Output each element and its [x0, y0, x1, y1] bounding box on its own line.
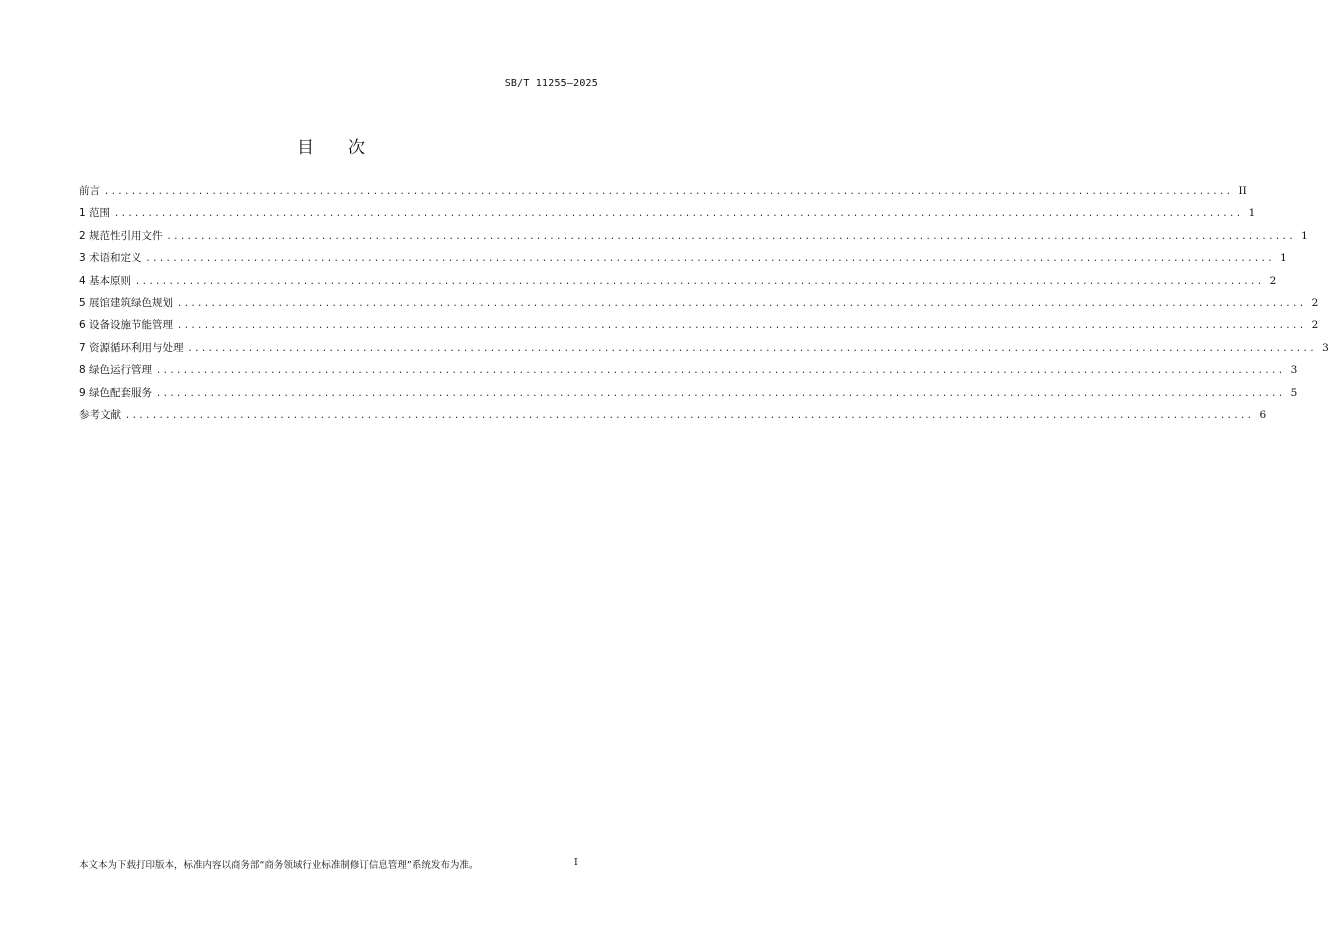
page-title: [0, 133, 662, 158]
toc-entry-page: 3: [1290, 364, 1298, 377]
toc-dot-leader: ........................................................................................................................................................................: [156, 388, 1285, 399]
toc-entry-resource-recycling[interactable]: [79, 337, 1329, 359]
page-title-char-1: 目: [297, 138, 314, 158]
toc-entry-page: 6: [1259, 408, 1267, 421]
toc-entry-page: 1: [1280, 252, 1287, 265]
toc-dot-leader: ........................................................................................................................................................................: [104, 187, 1233, 197]
standard-number: SB/T 11255—2025: [504, 78, 598, 89]
toc-entry-energy-management[interactable]: [79, 314, 1319, 336]
toc-entry-page: 3: [1322, 341, 1329, 354]
toc-dot-leader: ........................................................................................................................................................................: [156, 366, 1285, 377]
toc-entry-label: 6 设备设施节能管理: [79, 319, 174, 332]
toc-entry-normative-references[interactable]: [79, 225, 1308, 247]
toc-entry-page: 2: [1269, 274, 1277, 287]
toc-entry-label: 8 绿色运行管理: [79, 364, 153, 377]
table-of-contents: [79, 180, 1329, 426]
toc-entry-label: 3 术语和定义: [79, 252, 142, 265]
toc-dot-leader: ........................................................................................................................................................................: [135, 276, 1264, 287]
toc-entry-bibliography[interactable]: [79, 404, 1267, 426]
toc-dot-leader: ........................................................................................................................................................................: [177, 298, 1306, 309]
toc-entry-label: 2 规范性引用文件: [79, 229, 163, 242]
toc-entry-page: 5: [1290, 386, 1298, 399]
toc-entry-terms-definitions[interactable]: [79, 247, 1287, 269]
toc-entry-foreword[interactable]: [79, 180, 1247, 202]
toc-entry-page: II: [1238, 185, 1247, 197]
toc-dot-leader: ........................................................................................................................................................................: [125, 410, 1254, 421]
footer-disclaimer: 本文本为下载打印版本，标准内容以商务部“商务领域行业标准制修订信息管理”系统发布为准。: [79, 860, 479, 871]
toc-entry-page: 1: [1248, 207, 1256, 220]
toc-dot-leader: ........................................................................................................................................................................: [145, 254, 1275, 265]
toc-entry-page: 1: [1301, 229, 1308, 242]
toc-dot-leader: ........................................................................................................................................................................: [166, 231, 1296, 242]
toc-entry-label: 前言: [79, 185, 100, 197]
toc-entry-green-operation[interactable]: [79, 359, 1298, 381]
toc-entry-green-services[interactable]: [79, 382, 1298, 404]
toc-dot-leader: ........................................................................................................................................................................: [187, 343, 1317, 354]
toc-entry-green-planning[interactable]: [79, 292, 1319, 314]
toc-dot-leader: ........................................................................................................................................................................: [114, 209, 1243, 220]
toc-entry-label: 7 资源循环利用与处理: [79, 341, 184, 354]
toc-entry-basic-principles[interactable]: [79, 270, 1277, 292]
toc-entry-label: 4 基本原则: [79, 274, 132, 287]
toc-dot-leader: ........................................................................................................................................................................: [177, 321, 1306, 332]
toc-entry-label: 5 展馆建筑绿色规划: [79, 296, 174, 309]
toc-entry-label: 参考文献: [79, 408, 121, 421]
toc-entry-page: 2: [1311, 319, 1319, 332]
toc-entry-scope[interactable]: [79, 202, 1256, 224]
footer-page-number: I: [574, 857, 578, 868]
toc-entry-label: 1 范围: [79, 207, 111, 220]
toc-entry-label: 9 绿色配套服务: [79, 386, 153, 399]
page-title-char-2: 次: [348, 138, 365, 158]
toc-entry-page: 2: [1311, 296, 1319, 309]
